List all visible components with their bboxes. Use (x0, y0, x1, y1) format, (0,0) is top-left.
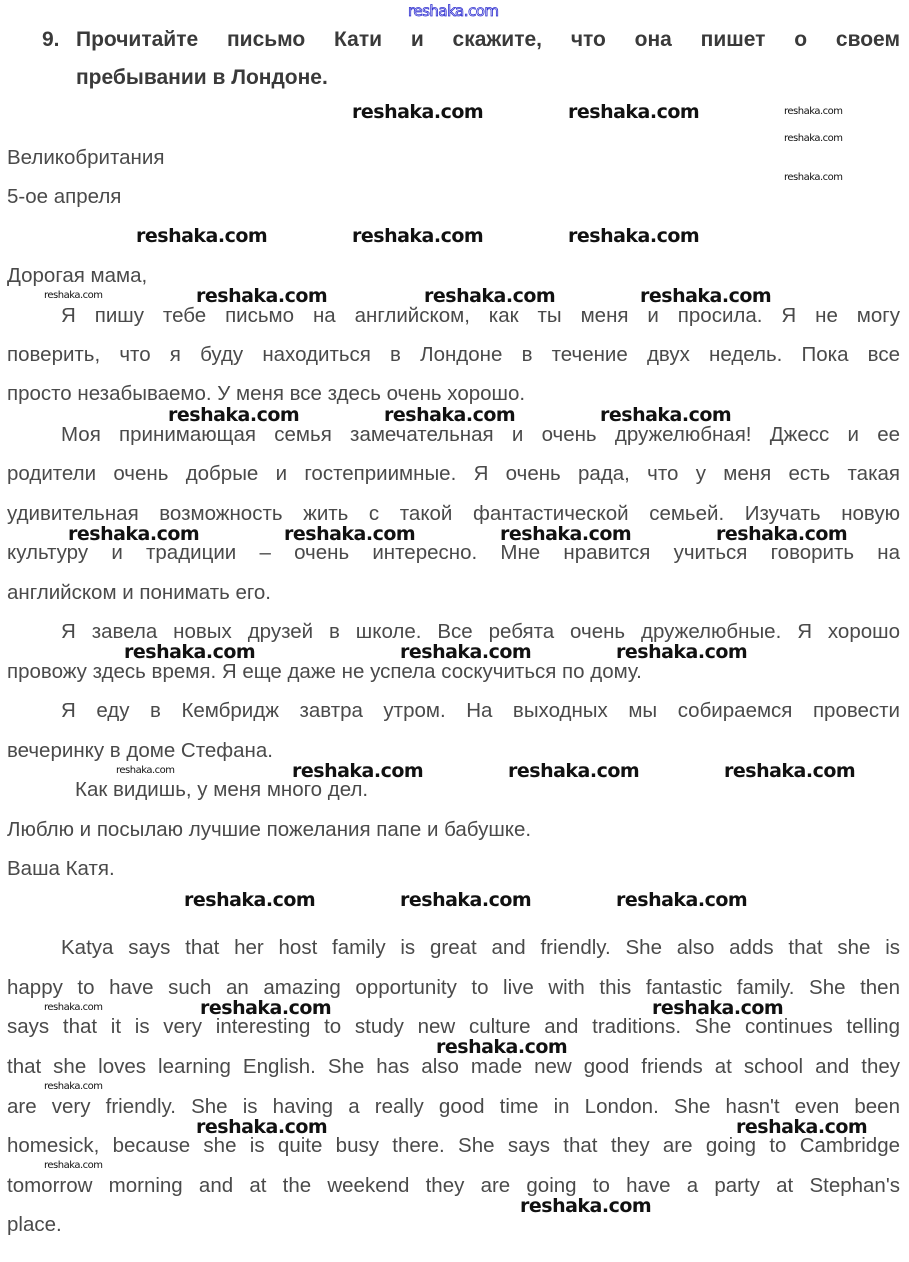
watermark: reshaka.com (640, 285, 772, 307)
watermark: reshaka.com (44, 1160, 103, 1171)
watermark: reshaka.com (184, 889, 316, 911)
watermark: reshaka.com (568, 101, 700, 123)
text-line: Я завела новых друзей в школе. Все ребята очень дружелюбные. Я хорошо (61, 620, 900, 643)
watermark: reshaka.com (196, 1115, 328, 1138)
text-line: Дорогая мама, (7, 264, 148, 287)
task-number: 9. (42, 28, 60, 51)
text-line: Ваша Катя. (7, 857, 115, 880)
watermark: reshaka.com (408, 2, 499, 20)
text-line: 5-ое апреля (7, 185, 122, 208)
watermark: reshaka.com (616, 889, 748, 911)
watermark: reshaka.com (44, 1081, 103, 1092)
watermark: reshaka.com (724, 759, 856, 782)
text-line: place. (7, 1213, 62, 1236)
watermark: reshaka.com (716, 522, 848, 545)
watermark: reshaka.com (352, 101, 484, 123)
text-line: вечеринку в доме Стефана. (7, 739, 273, 762)
watermark: reshaka.com (200, 996, 332, 1019)
text-line: Моя принимающая семья замечательная и очень дружелюбная! Джесс и ее (61, 423, 900, 446)
watermark: reshaka.com (436, 1036, 568, 1058)
watermark: reshaka.com (508, 759, 640, 782)
text-line: культуру и традиции – очень интересно. Мне нравится учиться говорить на (7, 541, 900, 564)
text-line: happy to have such an amazing opportunity to live with this fantastic family. She then (7, 976, 900, 999)
text-line: that she loves learning English. She has also made new good friends at school and they (7, 1055, 900, 1078)
text-line: Я еду в Кембридж завтра утром. На выходных мы собираемся провести (61, 699, 900, 722)
watermark: reshaka.com (736, 1115, 868, 1138)
text-line: родители очень добрые и гостеприимные. Я очень рада, что у меня есть такая (7, 462, 900, 485)
watermark: reshaka.com (568, 225, 700, 247)
text-line: Я пишу тебе письмо на английском, как ты меня и просила. Я не могу (61, 304, 900, 327)
watermark: reshaka.com (652, 996, 784, 1019)
text-line: Великобритания (7, 146, 165, 169)
text-line: Как видишь, у меня много дел. (75, 778, 369, 801)
watermark: reshaka.com (500, 522, 632, 545)
watermark: reshaka.com (136, 225, 268, 247)
text-line: просто незабываемо. У меня все здесь очень хорошо. (7, 382, 526, 405)
text-line: homesick, because she is quite busy there. She says that they are going to Cambridge (7, 1134, 900, 1157)
watermark: reshaka.com (616, 641, 748, 663)
text-line: провожу здесь время. Я еще даже не успела соскучиться по дому. (7, 660, 642, 683)
watermark: reshaka.com (520, 1194, 652, 1217)
watermark: reshaka.com (400, 889, 532, 911)
watermark: reshaka.com (168, 403, 300, 426)
task-instruction-line: Прочитайте письмо Кати и скажите, что она пишет о своем (76, 28, 900, 51)
watermark: reshaka.com (292, 759, 424, 782)
text-line: Katya says that her host family is great and friendly. She also adds that she is (61, 936, 900, 959)
watermark: reshaka.com (196, 285, 328, 307)
watermark: reshaka.com (784, 106, 843, 117)
watermark: reshaka.com (400, 641, 532, 663)
watermark: reshaka.com (384, 403, 516, 426)
watermark: reshaka.com (68, 522, 200, 545)
watermark: reshaka.com (424, 285, 556, 307)
text-line: tomorrow morning and at the weekend they are going to have a party at Stephan's (7, 1174, 900, 1197)
watermark: reshaka.com (352, 225, 484, 247)
text-line: удивительная возможность жить с такой фантастической семьей. Изучать новую (7, 502, 900, 525)
watermark: reshaka.com (284, 522, 416, 545)
watermark: reshaka.com (600, 403, 732, 426)
text-line: Люблю и посылаю лучшие пожелания папе и бабушке. (7, 818, 532, 841)
text-line: английском и понимать его. (7, 581, 272, 604)
watermark: reshaka.com (784, 133, 843, 144)
watermark: reshaka.com (784, 172, 843, 183)
text-line: says that it is very interesting to study new culture and traditions. She continues telling (7, 1015, 900, 1038)
text-line: are very friendly. She is having a really good time in London. She hasn't even been (7, 1095, 900, 1118)
text-line: поверить, что я буду находиться в Лондоне в течение двух недель. Пока все (7, 343, 900, 366)
watermark: reshaka.com (124, 641, 256, 663)
watermark: reshaka.com (44, 1001, 103, 1013)
watermark: reshaka.com (116, 764, 175, 776)
task-instruction-line: пребывании в Лондоне. (76, 66, 328, 89)
watermark: reshaka.com (44, 290, 103, 301)
